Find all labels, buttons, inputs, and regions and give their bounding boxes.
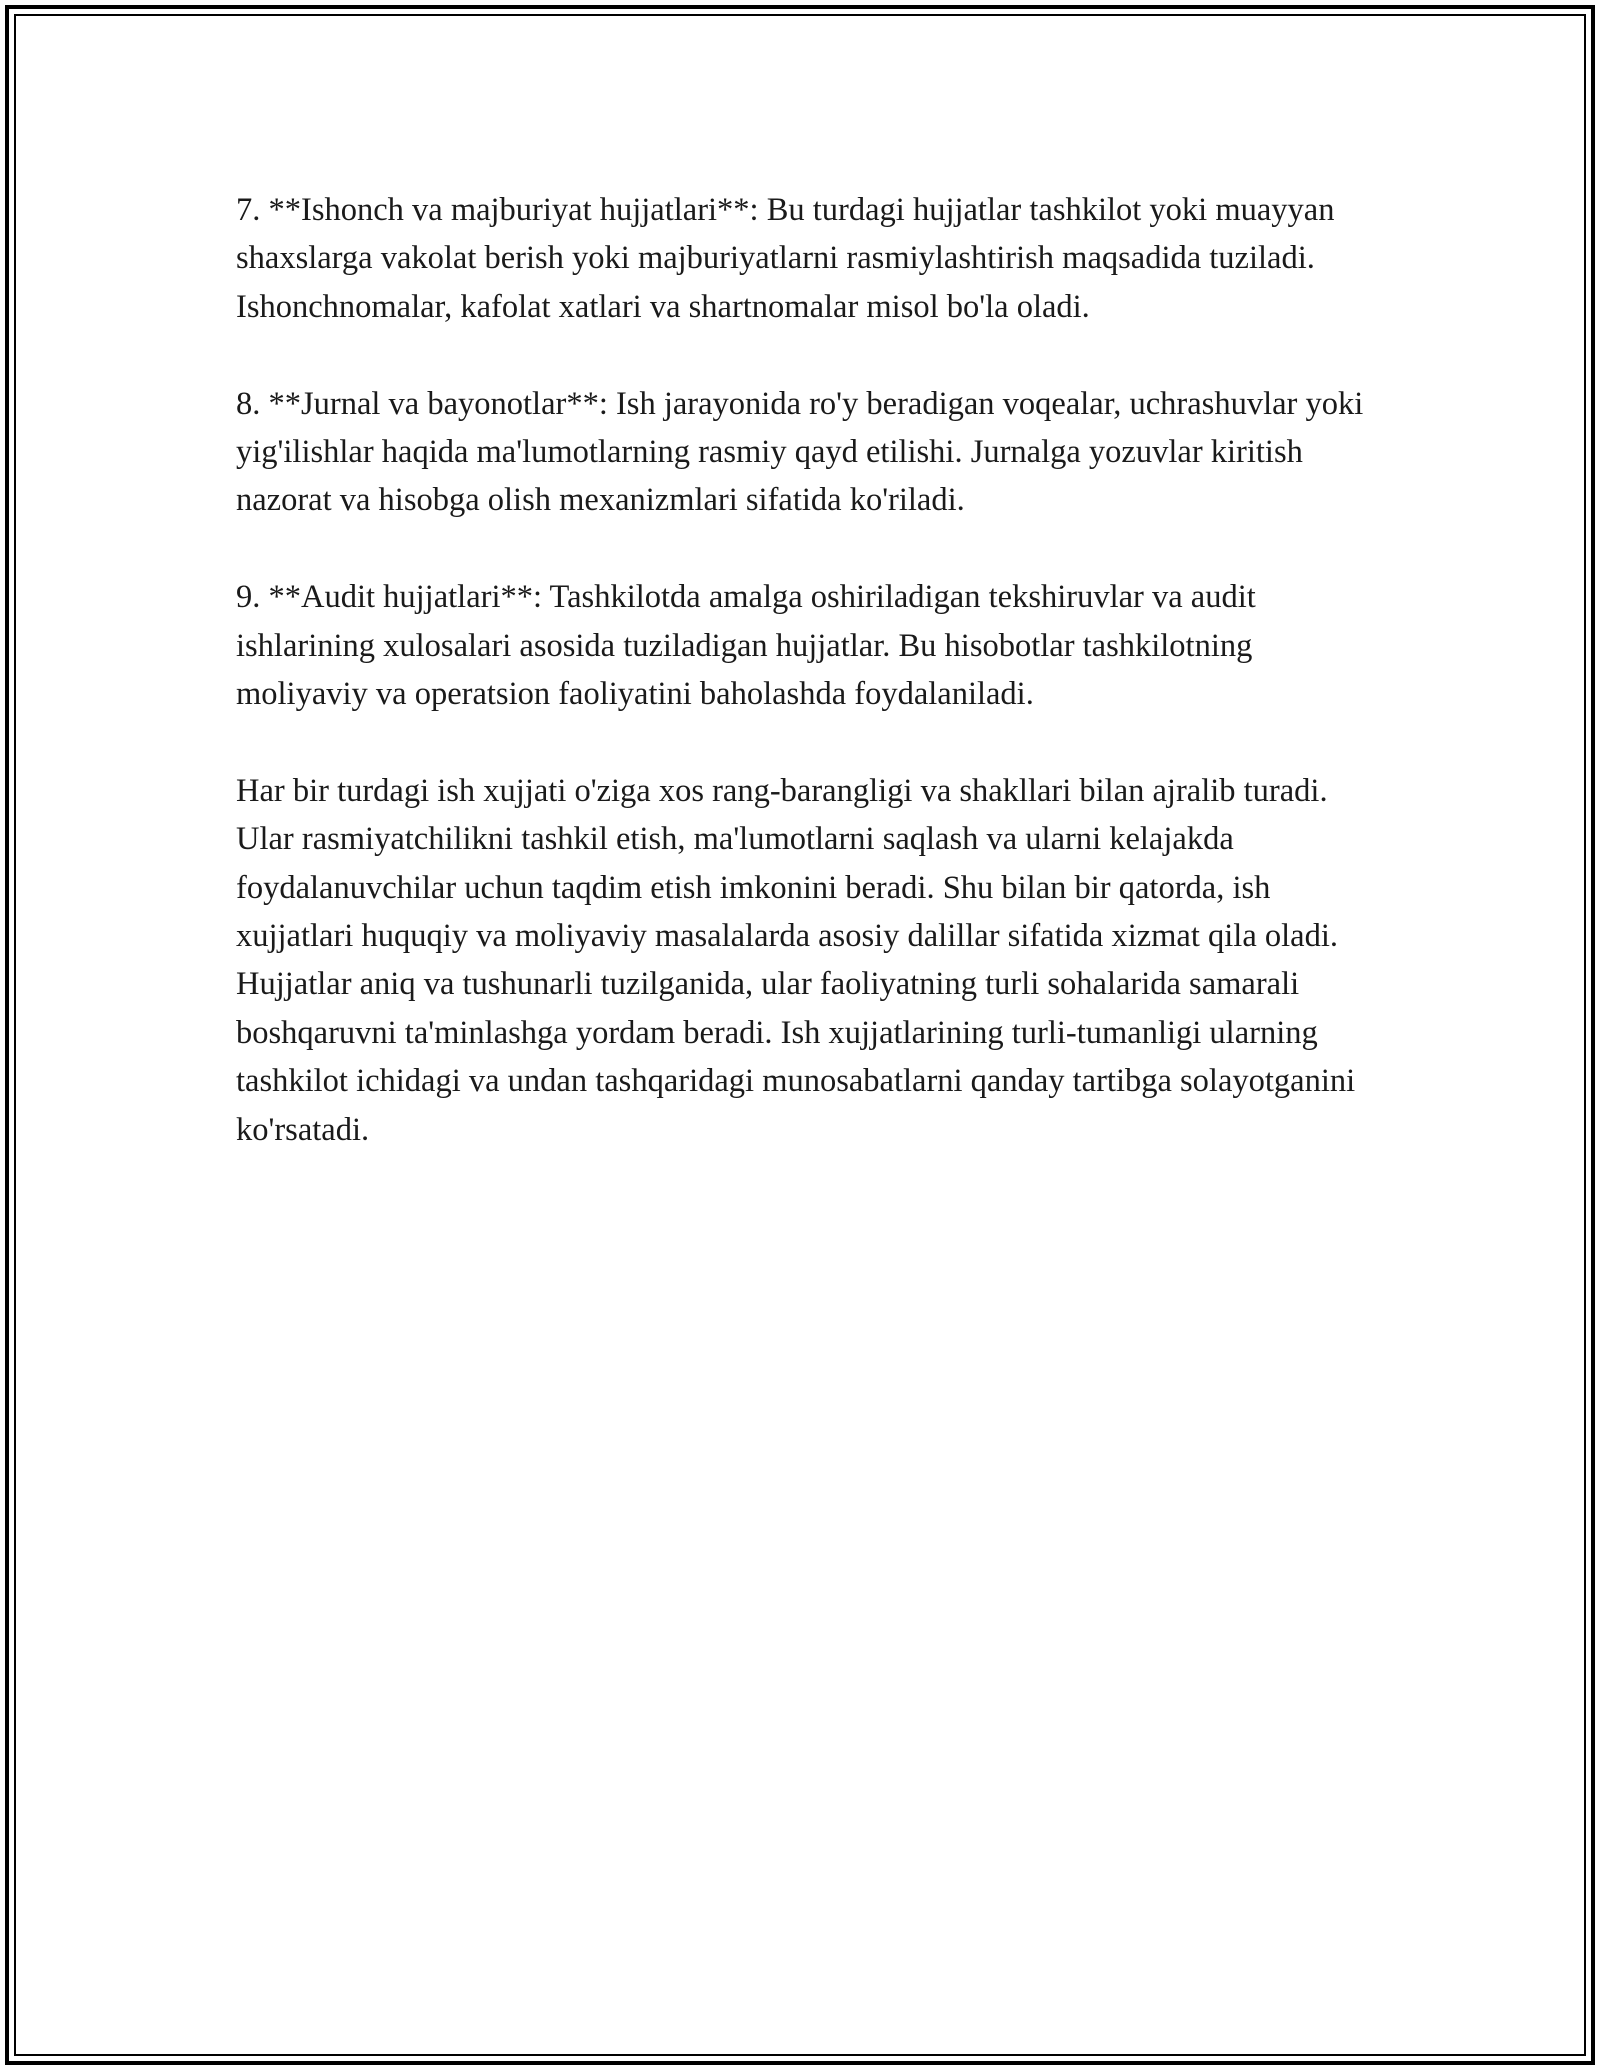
paragraph-item-9: 9. **Audit hujjatlari**: Tashkilotda amalga oshiriladigan tekshiruvlar va audit ishlarining xulosalari asosida tuziladigan hujjatlar. Bu hisobotlar tashkilotning moliyaviy va operatsion faoliyatini baholashda foydalaniladi.: [236, 579, 1256, 713]
paragraph-item-8: 8. **Jurnal va bayonotlar**: Ish jarayonida ro'y beradigan voqealar, uchrashuvlar yoki yig'ilishlar haqida ma'lumotlarning rasmiy qayd etilishi. Jurnalga yozuvlar kiritish nazorat va hisobga olish mexanizmlari sifatida ko'riladi.: [236, 385, 1364, 519]
document-body: [236, 186, 1376, 1154]
paragraph-summary: Har bir turdagi ish xujjati o'ziga xos rang-barangligi va shakllari bilan ajralib turadi. Ular rasmiyatchilikni tashkil etish, ma'lumotlarni saqlash va ularni kelajakda foydalanuvchilar uchun taqdim etish imkonini beradi. Shu bilan bir qatorda, ish xujjatlari huquqiy va moliyaviy masalalarda asosiy dalillar sifatida xizmat qila oladi. Hujjatlar aniq va tushunarli tuzilganida, ular faoliyatning turli sohalarida samarali boshqaruvni ta'minlashga yordam beradi. Ish xujjatlarining turli-tumanligi ularning tashkilot ichidagi va undan tashqaridagi munosabatlarni qanday tartibga solayotganini ko'rsatadi.: [236, 772, 1356, 1148]
paragraph-item-7: 7. **Ishonch va majburiyat hujjatlari**: Bu turdagi hujjatlar tashkilot yoki muayyan shaxslarga vakolat berish yoki majburiyatlarni rasmiylashtirish maqsadida tuziladi. Ishonchnomalar, kafolat xatlari va shartnomalar misol bo'la oladi.: [236, 192, 1335, 325]
